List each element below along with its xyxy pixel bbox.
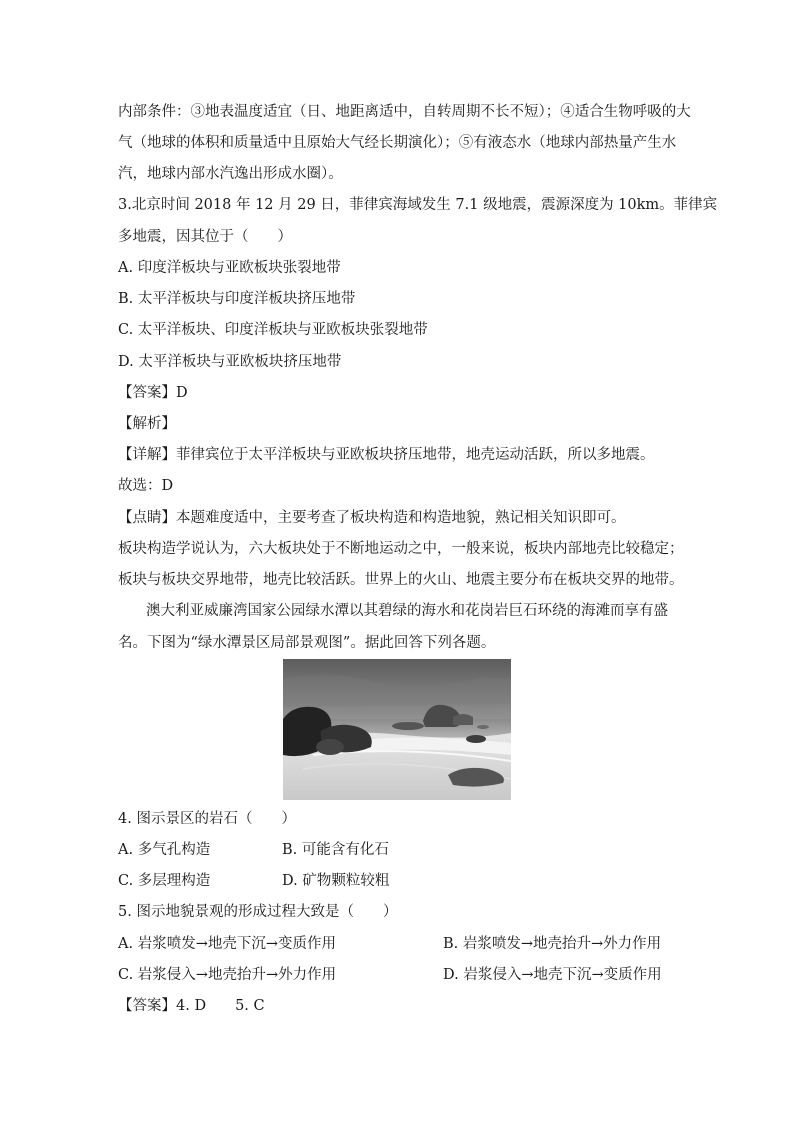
choose-answer: 故选：D: [118, 478, 174, 494]
question-5-option-c: C. 岩浆侵入→地壳抬升→外力作用: [118, 967, 337, 983]
question-4-options-row-2: [118, 871, 518, 891]
final-answer: 【答案】4. D 5. C: [118, 998, 265, 1014]
question-3-option-b: B. 太平洋板块与印度洋板块挤压地带: [118, 291, 356, 307]
question-3-option-d: D. 太平洋板块与亚欧板块挤压地带: [118, 354, 342, 370]
question-5-options-row-1: [118, 934, 678, 954]
question-5-options-row-2: [118, 965, 678, 985]
text-line-2: 气（地球的体积和质量适中且原始大气经长期演化）；⑤有液态水（地球内部热量产生水: [118, 135, 677, 151]
answer-label: 【答案】D: [118, 385, 188, 401]
question-4-option-a: A. 多气孔构造: [118, 842, 211, 858]
question-3-option-c: C. 太平洋板块、印度洋板块与亚欧板块张裂地带: [118, 322, 428, 338]
question-5-option-d: D. 岩浆侵入→地壳下沉→变质作用: [443, 967, 662, 983]
text-line-1: 内部条件：③地表温度适宜（日、地距离适中，自转周期不长不短）；④适合生物呼吸的大: [118, 104, 691, 120]
theory-line-2: 板块与板块交界地带，地壳比较活跃。世界上的火山、地震主要分布在板块交界的地带。: [118, 572, 684, 588]
question-4-option-d: D. 矿物颗粒较粗: [282, 873, 390, 889]
question-4-stem: 4. 图示景区的岩石（ ）: [118, 811, 296, 827]
question-4-option-b: B. 可能含有化石: [282, 842, 389, 858]
question-4-options-row-1: [118, 840, 518, 860]
passage-line-2: 名。下图为“绿水潭景区局部景观图”。据此回答下列各题。: [118, 635, 496, 651]
question-5-option-a: A. 岩浆喷发→地壳下沉→变质作用: [118, 936, 336, 952]
question-3-option-a: A. 印度洋板块与亚欧板块张裂地带: [118, 260, 341, 276]
passage-line-1: 澳大利亚威廉湾国家公园绿水潭以其碧绿的海水和花岗岩巨石环绕的海滩而享有盛: [146, 603, 668, 619]
text-line-3: 汽，地球内部水汽逸出形成水圈）。: [118, 166, 343, 182]
detail-explanation: 【详解】菲律宾位于太平洋板块与亚欧板块挤压地带，地壳运动活跃，所以多地震。: [118, 447, 655, 463]
question-5-stem: 5. 图示地貌景观的形成过程大致是（ ）: [118, 904, 398, 920]
theory-line-1: 板块构造学说认为，六大板块处于不断地运动之中，一般来说，板块内部地壳比较稳定；: [118, 541, 684, 557]
question-4-option-c: C. 多层理构造: [118, 873, 211, 889]
question-3-stem-2: 多地震，因其位于（ ）: [118, 229, 292, 245]
question-3-stem-1: 3.北京时间 2018 年 12 月 29 日，菲律宾海域发生 7.1 级地震，震源深度为 10km。菲律宾: [118, 197, 718, 213]
analysis-label: 【解析】: [118, 416, 176, 432]
question-5-option-b: B. 岩浆喷发→地壳抬升→外力作用: [443, 936, 662, 952]
key-point: 【点睛】本题难度适中，主要考查了板块构造和构造地貌，熟记相关知识即可。: [118, 510, 626, 526]
beach-landscape-photo: [283, 659, 511, 800]
